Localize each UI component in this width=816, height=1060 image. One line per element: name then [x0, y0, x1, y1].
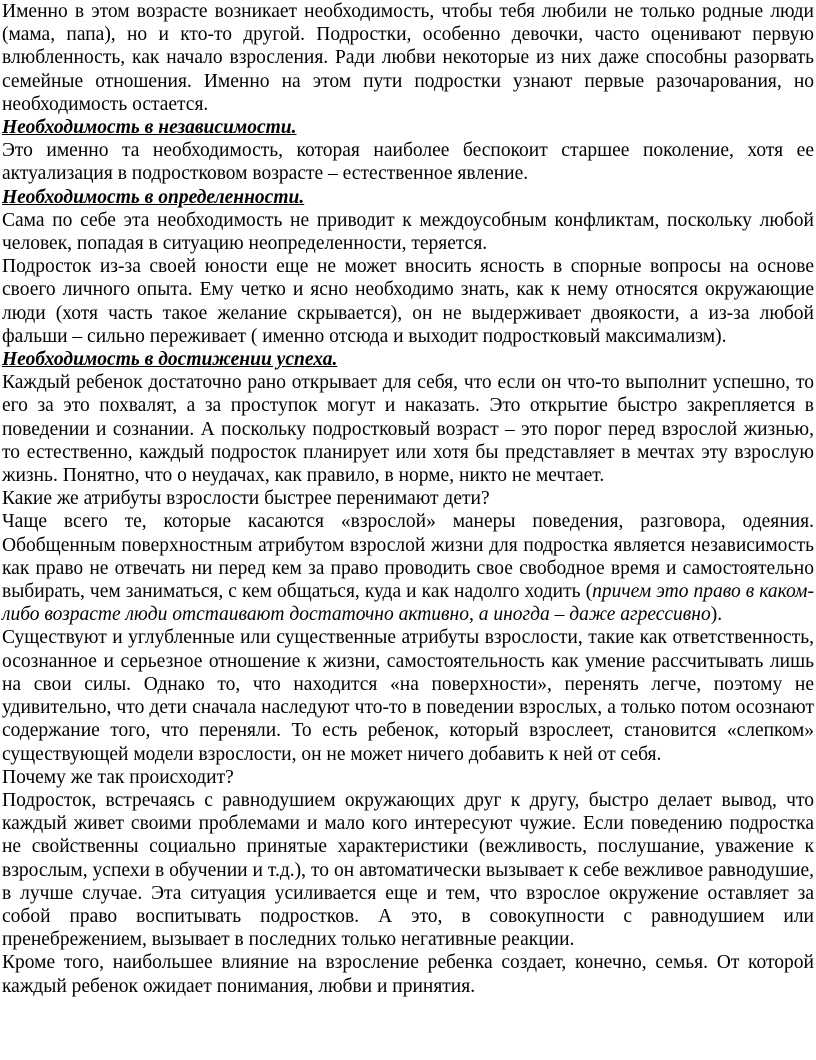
paragraph-adult-attributes-italic: причем это право в каком-либо возрасте люди отстаивают достаточно активно, а иногда – даже агрессивно [2, 581, 814, 626]
paragraph-question-attributes: Какие же атрибуты взрослости быстрее перенимают дети? [2, 488, 490, 510]
paragraph-teen-experience: Подросток из-за своей юности еще не может вносить ясность в спорные вопросы на основе своего личного опыта. Ему четко и ясно необходимо знать, как к нему относятся окружающие люди (хотя часть такое желание скрывается), он не выдерживает двоякости, а из-за любой фальши – сильно переживает ( именно отсюда и выходит подростковый максимализм). [2, 256, 814, 347]
heading-certainty: Необходимость в определенности. [2, 186, 305, 208]
paragraph-question-why: Почему же так происходит? [2, 766, 234, 788]
paragraph-love-need: Именно в этом возрасте возникает необходимость, чтобы тебя любили не только родные люди (мама, папа), но и кто-то другой. Подростки, особенно девочки, часто оценивают первую влюбленность, как начало взросления. Ради любви некоторые из них даже способны разорвать семейные отношения. Именно на этом пути подростки узнают первые разочарования, но необходимость остается. [2, 1, 814, 115]
paragraph-family: Кроме того, наибольшее влияние на взросление ребенка создает, конечно, семья. От которой каждый ребенок ожидает понимания, любви и принятия. [2, 952, 814, 997]
paragraph-independence: Это именно та необходимость, которая наиболее беспокоит старшее поколение, хотя ее актуализация в подростковом возрасте – естественное явление. [2, 140, 814, 185]
paragraph-success: Каждый ребенок достаточно рано открывает для себя, что если он что-то выполнит успешно, то его за это похвалят, а за проступок могут и наказать. Это открытие быстро закрепляется в поведении и сознании. А поскольку подростковый возраст – это порог перед взрослой жизнью, то естественно, каждый подросток планирует или хотя бы представляет в мечтах эту взрослую жизнь. Понятно, что о неудачах, как правило, в норме, никто не мечтает. [2, 372, 814, 487]
paragraph-adult-attributes [2, 510, 814, 626]
heading-independence: Необходимость в независимости. [2, 117, 297, 139]
heading-success: Необходимость в достижении успеха. [2, 349, 338, 371]
paragraph-adult-attributes-main: Чаще всего те, которые касаются «взрослой» манеры поведения, разговора, одеяния. Обобщенным поверхностным атрибутом взрослой жизни для подростка является независимость как право не отвечать ни перед кем за право проводить свое свободное время и самостоятельно выбирать, чем заниматься, с кем общаться, куда и как надолго ходить ( [2, 511, 814, 603]
paragraph-certainty: Сама по себе эта необходимость не приводит к междоусобным конфликтам, поскольку любой человек, попадая в ситуацию неопределенности, теряется. [2, 209, 814, 255]
paragraph-adult-attributes-end: ). [710, 604, 723, 626]
paragraph-indifference: Подросток, встречаясь с равнодушием окружающих друг к другу, быстро делает вывод, что каждый живет своими проблемами и мало кого интересуют чужие. Если поведению подростка не свойственны социально принятые характеристики (вежливость, послушание, уважение к взрослым, успехи в обучении и т.д.), то он автоматически вызывает к себе вежливое равнодушие, в лучше случае. Эта ситуация усиливается еще и тем, что взрослое окружение оставляет за собой право воспитывать подростков. А это, в совокупности с равнодушием или пренебрежением, вызывает в последних только негативные реакции. [2, 789, 814, 951]
paragraph-deep-attributes: Существуют и углубленные или существенные атрибуты взрослости, такие как ответственность, осознанное и серьезное отношение к жизни, самостоятельность как умение рассчитывать лишь на свои силы. Однако то, что находится «на поверхности», перенять легче, поэтому не удивительно, что дети сначала наследуют что-то в поведении взрослых, а только потом осознают содержание того, что переняли. То есть ребенок, который взрослеет, становится «слепком» существующей модели взрослости, он не может ничего добавить к ней от себя. [2, 627, 814, 765]
